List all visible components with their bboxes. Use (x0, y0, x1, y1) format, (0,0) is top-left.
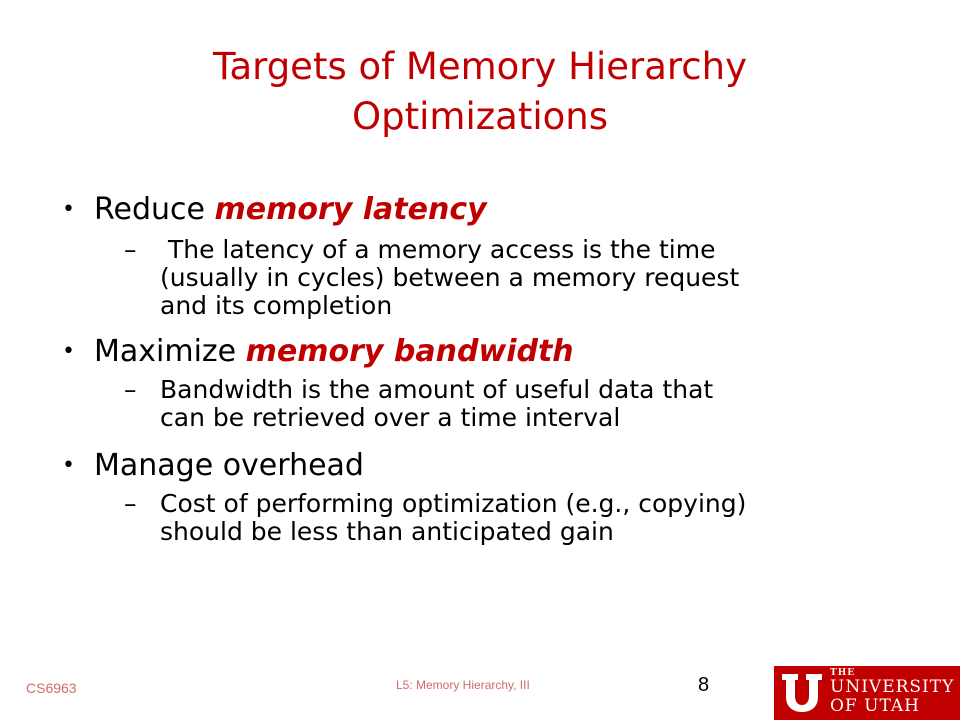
logo-of-utah: OF UTAH (830, 696, 920, 716)
bullet-reduce-latency (62, 188, 922, 232)
slide-title (80, 42, 880, 142)
university-of-utah-logo (774, 666, 960, 720)
sub-bullet-dash: – (124, 375, 137, 404)
sub-bullet-line: can be retrieved over a time interval (160, 403, 621, 432)
sub-bullet-bandwidth-definition (124, 376, 922, 432)
bullet-text: Reduce (94, 192, 215, 227)
bullet-emphasis: memory bandwidth (245, 334, 574, 369)
sub-bullet-line: Cost of performing optimization (e.g., copying) (160, 489, 747, 518)
sub-bullet-dash: – (124, 489, 137, 518)
bullet-maximize-bandwidth (62, 330, 922, 374)
bullet-dot: • (62, 453, 75, 478)
bullet-dot: • (62, 197, 75, 222)
sub-bullet-line: should be less than anticipated gain (160, 517, 614, 546)
sub-bullet-line: (usually in cycles) between a memory request (160, 263, 740, 292)
sub-bullet-line: The latency of a memory access is the time (160, 235, 716, 264)
sub-bullet-line: Bandwidth is the amount of useful data that (160, 375, 714, 404)
sub-bullet-dash: – (124, 235, 137, 264)
bullet-dot: • (62, 339, 75, 364)
sub-bullet-latency-definition (124, 236, 922, 320)
slide-title-line-2: Optimizations (352, 95, 608, 138)
footer-lecture-title: L5: Memory Hierarchy, III (396, 678, 530, 692)
bullet-manage-overhead (62, 444, 922, 488)
bullet-list (62, 188, 922, 546)
sub-bullet-line: and its completion (160, 291, 393, 320)
logo-wordmark (830, 669, 954, 715)
logo-the: THE (830, 668, 856, 678)
logo-university: UNIVERSITY (830, 677, 955, 697)
block-u-logo-icon (780, 672, 824, 714)
sub-bullet-overhead-cost (124, 490, 922, 546)
bullet-emphasis: memory latency (214, 192, 487, 227)
bullet-text: Manage overhead (94, 448, 364, 483)
page-number: 8 (698, 674, 710, 696)
bullet-text: Maximize (94, 334, 246, 369)
slide-title-line-1: Targets of Memory Hierarchy (212, 45, 747, 88)
footer-course-code: CS6963 (26, 680, 77, 696)
